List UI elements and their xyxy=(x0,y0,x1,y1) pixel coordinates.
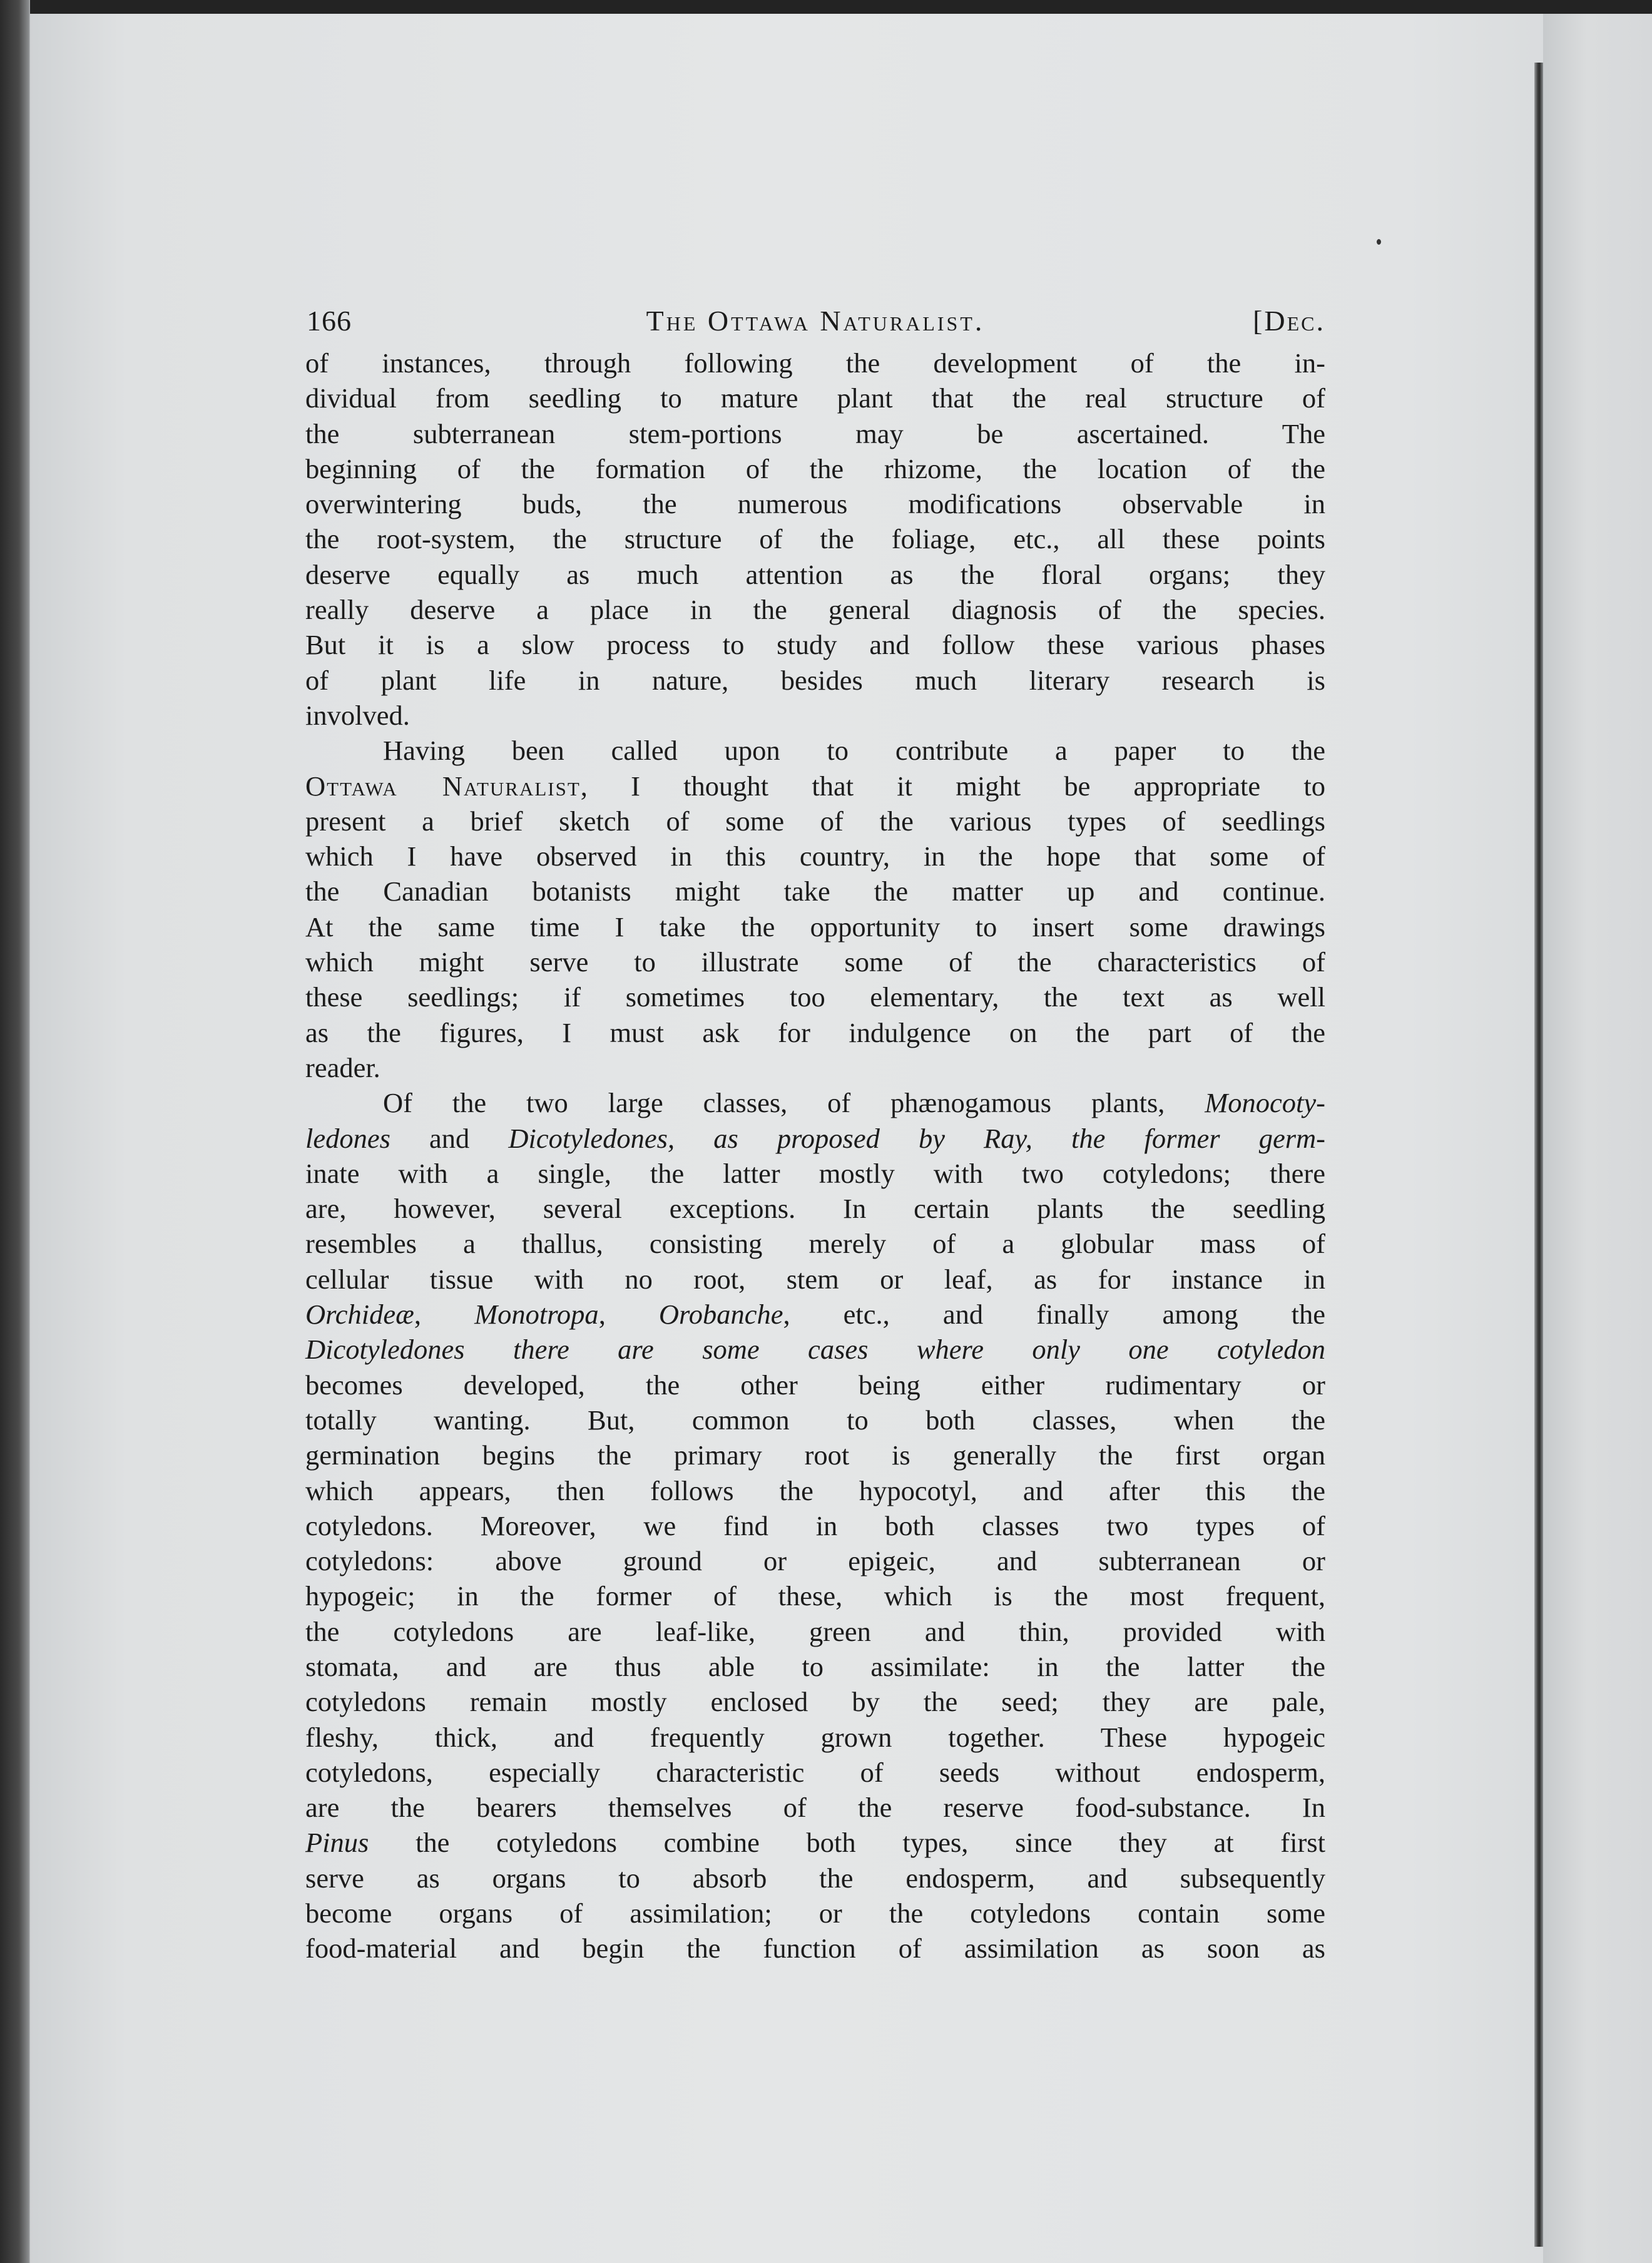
text-line: cotyledons. Moreover, we find in both classes two types of xyxy=(305,1510,1325,1541)
text-line: as the figures, I must ask for indulgence on the part of the xyxy=(305,1016,1325,1048)
text-line: Orchideæ, Monotropa, Orobanche, etc., and finally among the xyxy=(305,1299,1326,1331)
text-line: cotyledons remain mostly enclosed by the seed; they are pale, xyxy=(305,1686,1325,1718)
issue-month: [Dec. xyxy=(1253,305,1325,337)
text-line: are, however, several exceptions. In certain plants the seedling xyxy=(305,1193,1325,1225)
text-line: But it is a slow process to study and follow these various phases xyxy=(305,629,1325,661)
text-line: Dicotyledones there are some cases where only one cotyledon xyxy=(305,1334,1325,1366)
text-line: resembles a thallus, consisting merely of a globular mass of xyxy=(305,1228,1325,1260)
journal-title: The Ottawa Naturalist. xyxy=(646,305,985,337)
text-line: the Canadian botanists might take the matter up and continue. xyxy=(305,876,1325,907)
text-line: stomata, and are thus able to assimilate: in the latter the xyxy=(305,1650,1325,1682)
text-line: Pinus the cotyledons combine both types, since they at first xyxy=(305,1827,1325,1859)
text-line: serve as organs to absorb the endosperm, and subsequently xyxy=(305,1862,1325,1894)
text-line: really deserve a place in the general diagnosis of the species. xyxy=(305,594,1325,626)
text-line: the subterranean stem-portions may be ascertained. The xyxy=(305,417,1325,449)
text-line: deserve equally as much attention as the floral organs; they xyxy=(305,558,1325,590)
text-line: beginning of the formation of the rhizome, the location of the xyxy=(305,452,1325,484)
text-line: dividual from seedling to mature plant that the real structure of xyxy=(305,382,1325,414)
film-top-border xyxy=(0,0,1652,15)
text-line: cotyledons, especially characteristic of seeds without endosperm, xyxy=(305,1756,1325,1788)
text-line: become organs of assimilation; or the cotyledons contain some xyxy=(305,1898,1325,1929)
paragraph-2 xyxy=(305,733,1325,1085)
text-line: inate with a single, the latter mostly with two cotyledons; there xyxy=(305,1157,1325,1189)
text-line: the root-system, the structure of the foliage, etc., all these points xyxy=(305,523,1325,555)
text-line: involved. xyxy=(305,699,410,731)
text-line: these seedlings; if sometimes too elementary, the text as well xyxy=(305,981,1325,1013)
text-line: Having been called upon to contribute a paper to the xyxy=(383,735,1325,767)
facing-page-edge xyxy=(1543,14,1652,2263)
text-line: which appears, then follows the hypocotyl, and after this the xyxy=(305,1474,1325,1506)
text-line: ledones and Dicotyledones, as proposed by Ray, the former germ- xyxy=(305,1122,1325,1154)
text-line: fleshy, thick, and frequently grown together. These hypogeic xyxy=(305,1721,1325,1753)
text-line: of plant life in nature, besides much literary research is xyxy=(305,664,1325,696)
film-left-border xyxy=(0,0,30,2263)
text-line: present a brief sketch of some of the various types of seedlings xyxy=(305,805,1325,837)
text-line: which I have observed in this country, in the hope that some of xyxy=(305,840,1325,872)
text-line: Ottawa Naturalist, I thought that it might be appropriate to xyxy=(305,770,1325,802)
paragraph-1 xyxy=(305,345,1325,733)
page-number: 166 xyxy=(307,305,352,337)
binding-shadow xyxy=(1534,63,1543,2247)
text-line: of instances, through following the development of the in- xyxy=(305,347,1325,379)
text-line: are the bearers themselves of the reserve food-substance. In xyxy=(305,1792,1325,1824)
paragraph-3 xyxy=(305,1085,1325,1966)
text-line: totally wanting. But, common to both classes, when the xyxy=(305,1404,1325,1436)
running-head xyxy=(305,304,1325,345)
text-line: cellular tissue with no root, stem or leaf, as for instance in xyxy=(305,1263,1325,1295)
text-line: hypogeic; in the former of these, which is the most frequent, xyxy=(305,1580,1325,1612)
dust-speck xyxy=(1377,239,1381,245)
text-line: Of the two large classes, of phænogamous plants, Monocoty- xyxy=(383,1087,1325,1119)
text-line: reader. xyxy=(305,1051,380,1083)
text-line: the cotyledons are leaf-like, green and thin, provided with xyxy=(305,1615,1325,1647)
text-line: overwintering buds, the numerous modifications observable in xyxy=(305,488,1325,520)
text-line: becomes developed, the other being either rudimentary or xyxy=(305,1369,1325,1401)
text-line: cotyledons: above ground or epigeic, and subterranean or xyxy=(305,1545,1325,1577)
text-line: food-material and begin the function of assimilation as soon as xyxy=(305,1933,1325,1964)
page-content xyxy=(305,304,1325,1966)
text-line: which might serve to illustrate some of the characteristics of xyxy=(305,946,1325,978)
text-line: At the same time I take the opportunity to insert some drawings xyxy=(305,911,1325,942)
text-line: germination begins the primary root is generally the first organ xyxy=(305,1439,1325,1471)
